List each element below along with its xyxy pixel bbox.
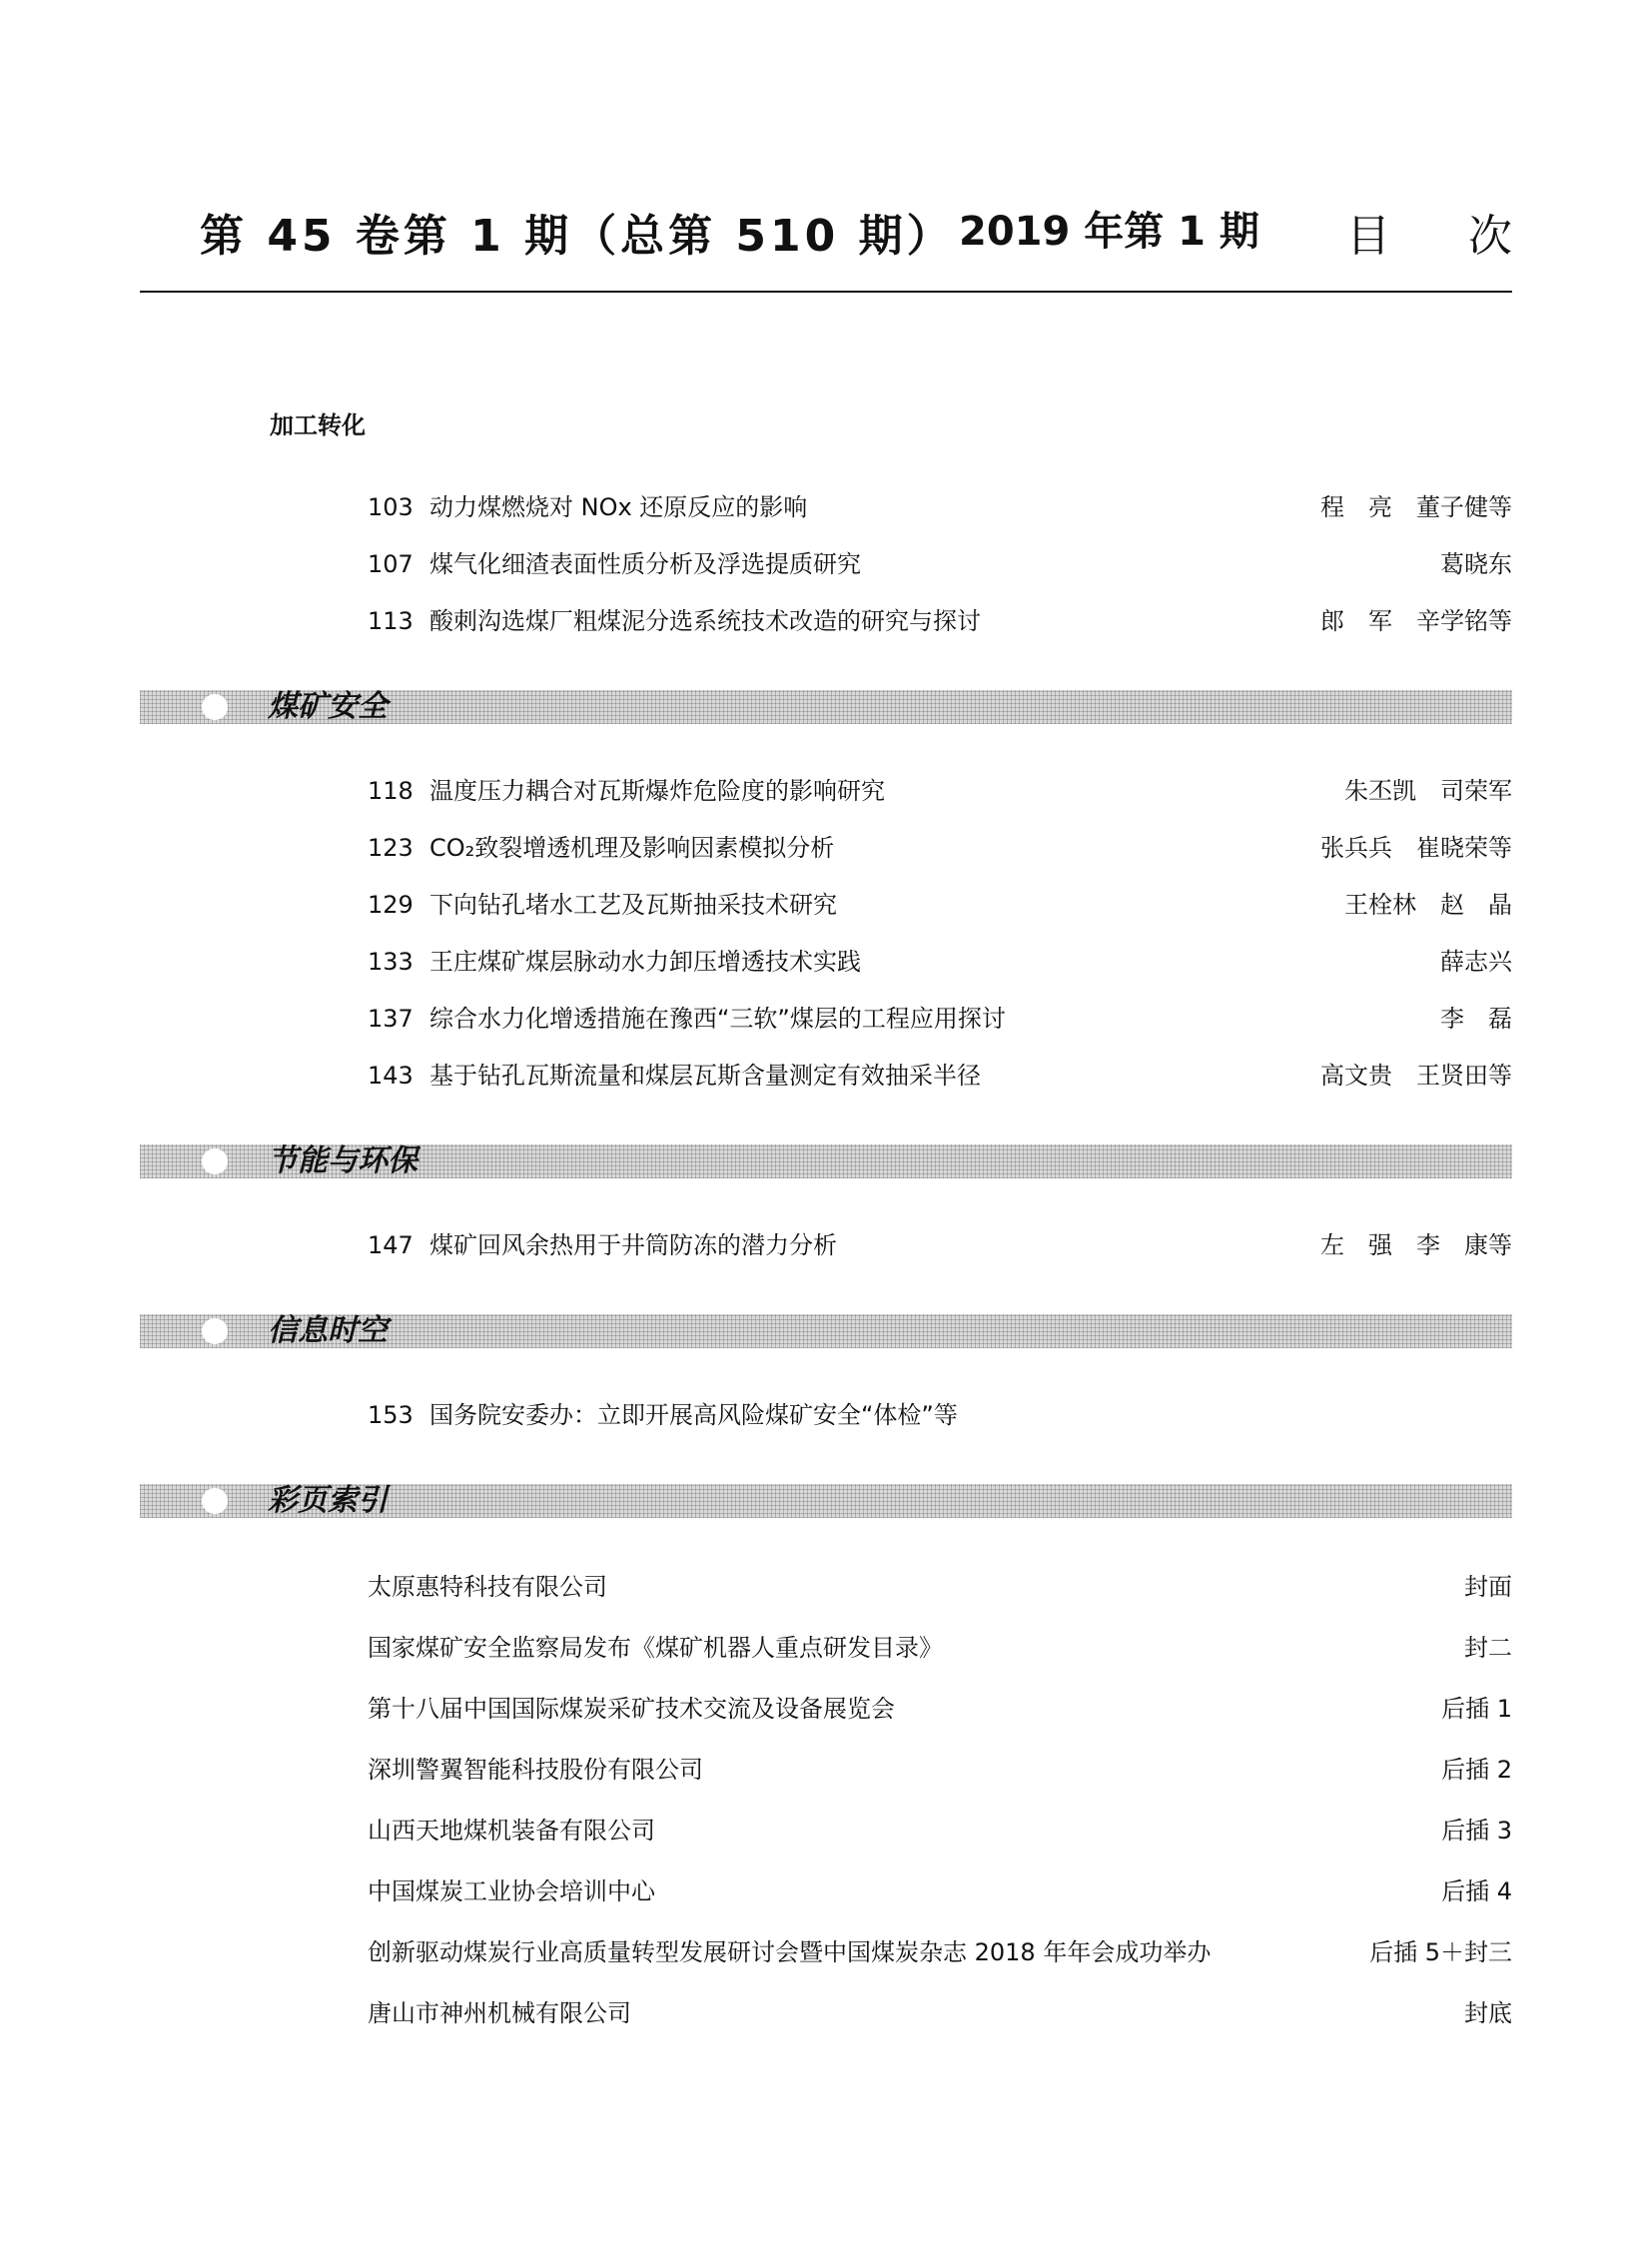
ad-location: 封面 (1464, 1573, 1512, 1601)
volume-label: 第 45 卷第 1 期（总第 510 期） (200, 211, 955, 262)
issue-label: 2019 年第 1 期 (959, 209, 1259, 255)
article-authors: 张兵兵 崔晓荣等 (1320, 834, 1512, 862)
article-title: 煤气化细渣表面性质分析及浮选提质研究 (429, 550, 861, 578)
section-band-ads (140, 1484, 1512, 1518)
ad-location: 后插 1 (1441, 1695, 1512, 1723)
ad-index-row[interactable] (368, 1565, 1512, 1609)
ad-location: 后插 4 (1441, 1877, 1512, 1905)
article-authors: 程 亮 董子健等 (1320, 493, 1512, 521)
section-heading-energy: 节能与环保 (268, 1143, 417, 1178)
article-row[interactable] (368, 942, 1512, 982)
toc-title: 目次 (1346, 211, 1590, 262)
circle-icon (202, 1148, 228, 1174)
ad-title: 唐山市神州机械有限公司 (368, 1999, 631, 2027)
article-page: 103 (368, 493, 413, 521)
article-row[interactable] (368, 601, 1512, 641)
article-page: 147 (368, 1231, 413, 1259)
article-title: 国务院安委办：立即开展高风险煤矿安全“体检”等 (429, 1401, 958, 1429)
article-authors: 左 强 李 康等 (1320, 1231, 1512, 1259)
ad-index-row[interactable] (368, 1809, 1512, 1853)
article-row[interactable] (368, 828, 1512, 868)
article-row[interactable] (368, 771, 1512, 811)
article-page: 118 (368, 777, 413, 805)
ad-title: 第十八届中国国际煤炭采矿技术交流及设备展览会 (368, 1695, 895, 1723)
article-row[interactable] (368, 487, 1512, 527)
article-page: 129 (368, 891, 413, 919)
circle-icon (202, 1488, 228, 1514)
article-page: 107 (368, 550, 413, 578)
article-title: 煤矿回风余热用于井筒防冻的潜力分析 (429, 1231, 837, 1259)
section-band-news (140, 1314, 1512, 1348)
ad-title: 太原惠特科技有限公司 (368, 1573, 607, 1601)
ad-location: 后插 5＋封三 (1369, 1938, 1512, 1966)
article-authors: 高文贵 王贤田等 (1320, 1062, 1512, 1090)
section-band-energy (140, 1144, 1512, 1178)
ad-title: 国家煤矿安全监察局发布《煤矿机器人重点研发目录》 (368, 1634, 943, 1662)
header-divider (140, 291, 1512, 293)
article-page: 143 (368, 1062, 413, 1090)
section-heading-safety: 煤矿安全 (268, 689, 388, 724)
article-page: 153 (368, 1401, 413, 1429)
article-row[interactable] (368, 1225, 1512, 1265)
ad-title: 中国煤炭工业协会培训中心 (368, 1877, 655, 1905)
ad-index-row[interactable] (368, 1748, 1512, 1792)
article-title: 综合水力化增透措施在豫西“三软”煤层的工程应用探讨 (429, 1005, 1006, 1033)
ad-index-row[interactable] (368, 1626, 1512, 1670)
ad-index-row[interactable] (368, 1991, 1512, 2035)
section-heading-news: 信息时空 (268, 1313, 388, 1348)
article-page: 113 (368, 607, 413, 635)
article-authors: 葛晓东 (1440, 550, 1512, 578)
article-title: 酸刺沟选煤厂粗煤泥分选系统技术改造的研究与探讨 (429, 607, 981, 635)
circle-icon (202, 694, 228, 720)
ad-index-row[interactable] (368, 1869, 1512, 1913)
article-authors: 李 磊 (1440, 1005, 1512, 1033)
article-title: CO₂致裂增透机理及影响因素模拟分析 (429, 834, 835, 862)
article-title: 动力煤燃烧对 NOx 还原反应的影响 (429, 493, 808, 521)
article-page: 123 (368, 834, 413, 862)
ad-title: 山西天地煤机装备有限公司 (368, 1817, 655, 1845)
article-title: 基于钻孔瓦斯流量和煤层瓦斯含量测定有效抽采半径 (429, 1062, 981, 1090)
section-band-safety (140, 690, 1512, 724)
article-page: 133 (368, 948, 413, 976)
article-authors: 王栓林 赵 晶 (1344, 891, 1512, 919)
article-row[interactable] (368, 544, 1512, 584)
article-row[interactable] (368, 999, 1512, 1039)
page-header (200, 200, 1590, 262)
article-page: 137 (368, 1005, 413, 1033)
ad-location: 封底 (1464, 1999, 1512, 2027)
article-row[interactable] (368, 1395, 1512, 1435)
section-heading-processing: 加工转化 (270, 411, 366, 439)
section-heading-ads: 彩页索引 (268, 1483, 388, 1518)
article-title: 下向钻孔堵水工艺及瓦斯抽采技术研究 (429, 891, 837, 919)
article-row[interactable] (368, 885, 1512, 925)
ad-title: 创新驱动煤炭行业高质量转型发展研讨会暨中国煤炭杂志 2018 年年会成功举办 (368, 1938, 1212, 1966)
ad-location: 后插 2 (1441, 1756, 1512, 1784)
circle-icon (202, 1318, 228, 1344)
article-row[interactable] (368, 1056, 1512, 1096)
ad-location: 后插 3 (1441, 1817, 1512, 1845)
ad-location: 封二 (1464, 1634, 1512, 1662)
article-authors: 薛志兴 (1440, 948, 1512, 976)
article-title: 王庄煤矿煤层脉动水力卸压增透技术实践 (429, 948, 861, 976)
ad-index-row[interactable] (368, 1687, 1512, 1731)
article-authors: 郎 军 辛学铭等 (1320, 607, 1512, 635)
article-authors: 朱丕凯 司荣军 (1344, 777, 1512, 805)
ad-index-row[interactable] (368, 1930, 1512, 1974)
article-title: 温度压力耦合对瓦斯爆炸危险度的影响研究 (429, 777, 885, 805)
ad-title: 深圳警翼智能科技股份有限公司 (368, 1756, 703, 1784)
